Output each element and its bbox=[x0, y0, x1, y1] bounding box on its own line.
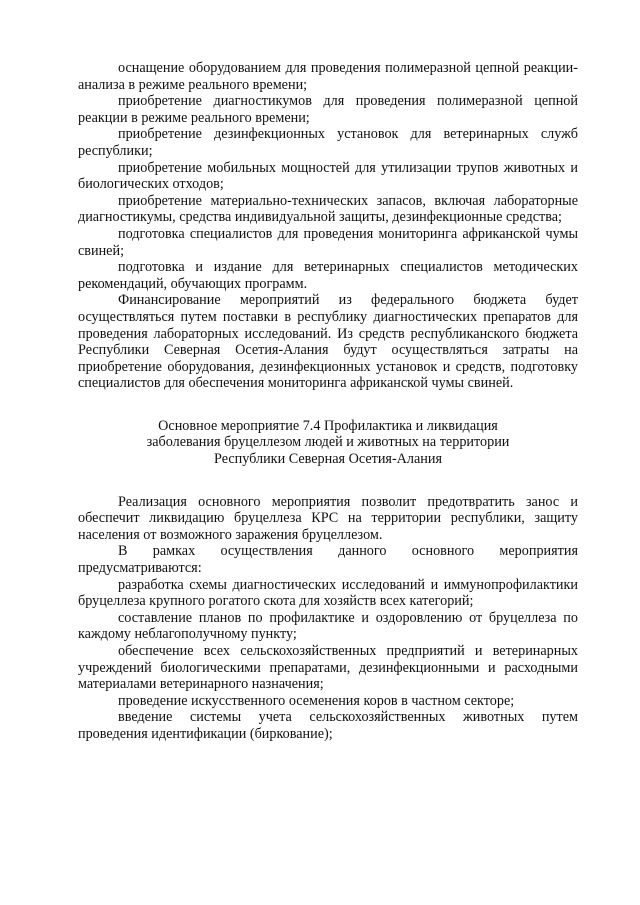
paragraph: проведение искусственного осеменения коров в частном секторе; bbox=[118, 692, 515, 709]
heading-line: Республики Северная Осетия-Алания bbox=[213, 451, 442, 468]
intro-paragraph: Реализация основного мероприятия позволит предотвратить занос и обеспечит ликвидацию бруцеллеза КРС на территории республики, защиту населения от возможного заражения бруцеллезом. bbox=[78, 493, 578, 543]
paragraph: подготовка специалистов для проведения мониторинга африканской чумы свиней; bbox=[78, 225, 578, 259]
paragraph: введение системы учета сельскохозяйственных животных путем проведения идентификации (биркование); bbox=[78, 709, 578, 742]
paragraph: приобретение материально-технических запасов, включая лабораторные диагностикумы, средства индивидуальной защиты, дезинфекционные средства; bbox=[78, 192, 578, 226]
paragraph: подготовка и издание для ветеринарных специалистов методических рекомендаций, обучающих программ. bbox=[78, 259, 578, 292]
paragraph: приобретение мобильных мощностей для утилизации трупов животных и биологических отходов; bbox=[78, 159, 578, 193]
paragraph: приобретение диагностикумов для проведения полимеразной цепной реакции в режиме реального времени; bbox=[78, 93, 578, 126]
paragraph: В рамках осуществления данного основного мероприятия предусматриваются: bbox=[78, 543, 578, 577]
measures-list-top bbox=[78, 60, 578, 392]
document-body bbox=[78, 60, 578, 743]
paragraph: оснащение оборудованием для проведения полимеразной цепной реакции-анализа в режиме реального времени; bbox=[78, 60, 578, 93]
financing-paragraph: Финансирование мероприятий из федерального бюджета будет осуществляться путем поставки в республику диагностических препаратов для проведения лабораторных исследований. Из средств республиканского бюджета Республики Северная Осетия-Алания будут осуществляться затраты на приобретение оборудования, дезинфекционных установок и средств, подготовку специалистов для обеспечения мониторинга африканской чумы свиней. bbox=[78, 292, 578, 392]
heading-line: заболевания бруцеллезом людей и животных на территории bbox=[146, 434, 510, 451]
paragraph: обеспечение всех сельскохозяйственных предприятий и ветеринарных учреждений биологическими препаратами, дезинфекционными и расходными материалами ветеринарного назначения; bbox=[78, 643, 578, 693]
paragraph: разработка схемы диагностических исследований и иммунопрофилактики бруцеллеза крупного рогатого скота для хозяйств всех категорий; bbox=[78, 576, 578, 610]
heading-line: Основное мероприятие 7.4 Профилактика и ликвидация bbox=[158, 417, 498, 434]
paragraph: составление планов по профилактике и оздоровлению от бруцеллеза по каждому неблагополучному пункту; bbox=[78, 609, 578, 643]
paragraph: приобретение дезинфекционных установок для ветеринарных служб республики; bbox=[78, 126, 578, 159]
measures-list-bottom bbox=[78, 494, 578, 743]
section-heading bbox=[78, 418, 578, 468]
